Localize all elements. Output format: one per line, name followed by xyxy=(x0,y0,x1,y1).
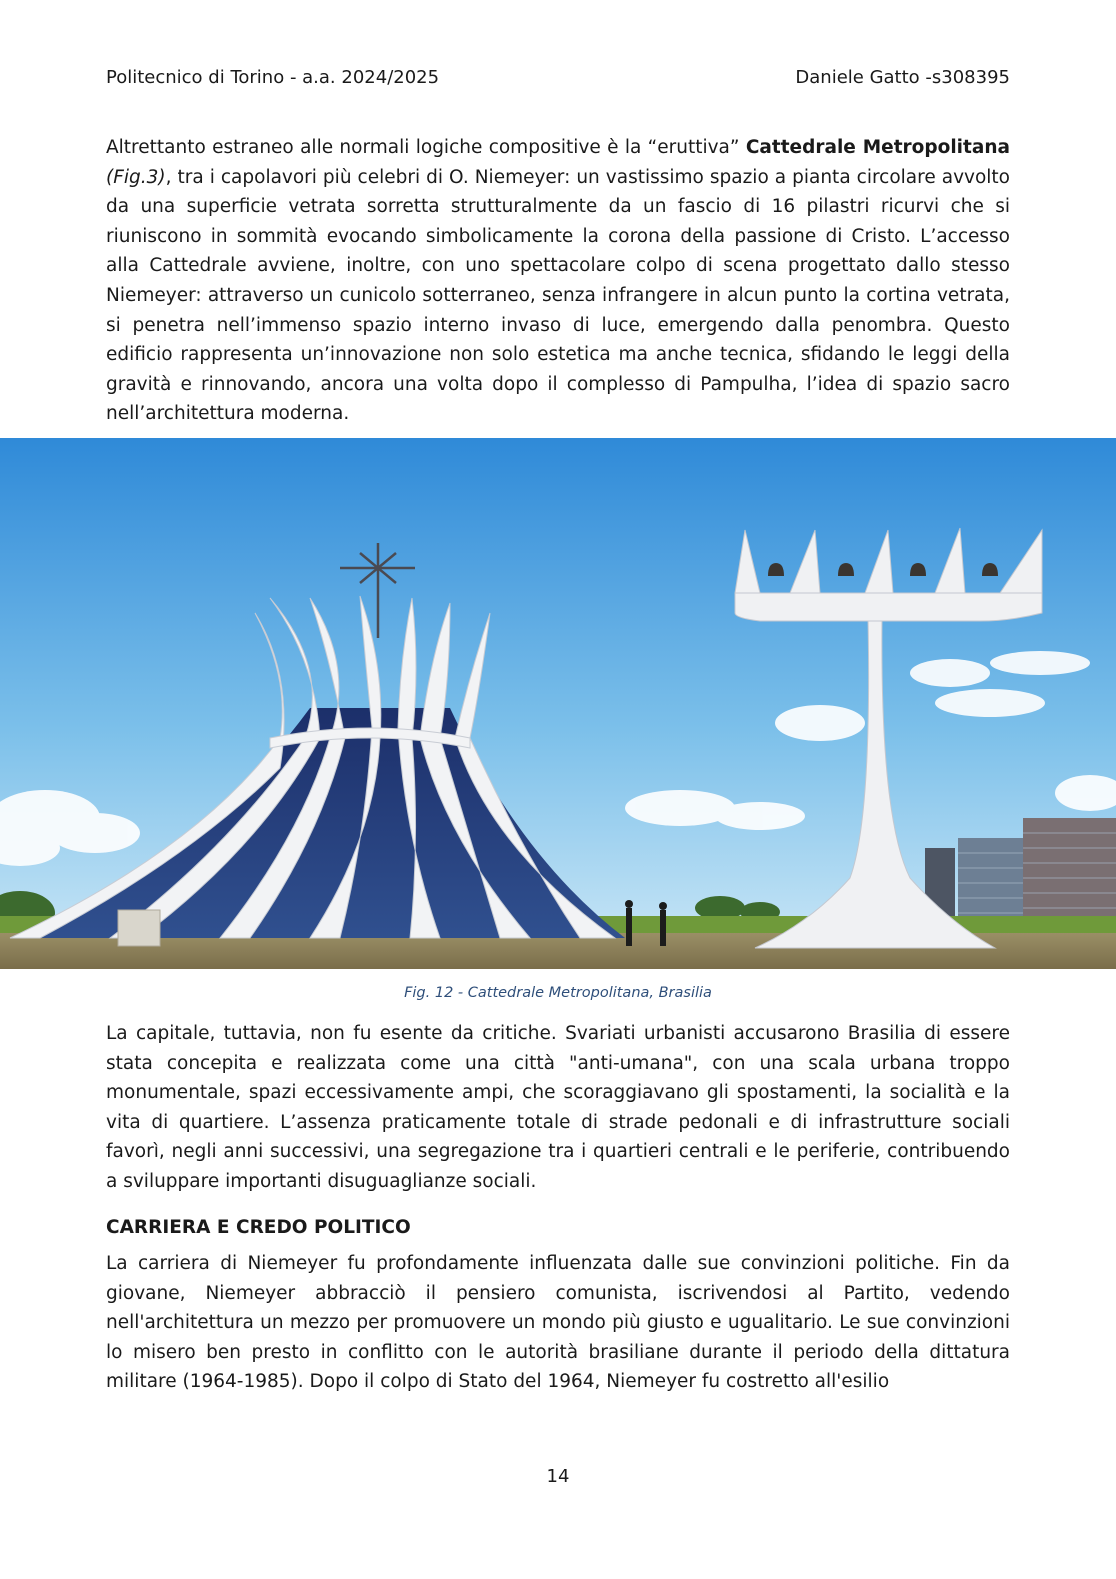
paragraph-criticism: La capitale, tuttavia, non fu esente da critiche. Svariati urbanisti accusarono Brasilia di essere stata concepita e realizzata come una città "anti-umana", con una scala urbana troppo monumentale, spazi eccessivamente ampi, che scoraggiavano gli spostamenti, la socialità e la vita di quartiere. L’assenza praticamente totale di strade pedonali e di infrastrutture sociali favorì, negli anni successivi, una segregazione tra i quartieri centrali e le periferie, contribuendo a sviluppare importanti disuguaglianze sociali. xyxy=(106,1023,1010,1192)
header-institution: Politecnico di Torino - a.a. 2024/2025 xyxy=(106,67,440,88)
header-author: Daniele Gatto -s308395 xyxy=(795,67,1010,88)
paragraph-career: La carriera di Niemeyer fu profondamente influenzata dalle sue convinzioni politiche. Fin da giovane, Niemeyer abbracciò il pensiero comunista, iscrivendosi al Partito, vedendo nell'architettura un mezzo per promuovere un mondo più giusto e ugualitario. Le sue convinzioni lo misero ben presto in conflitto con le autorità brasiliane durante il periodo della dittatura militare (1964-1985). Dopo il colpo di Stato del 1964, Niemeyer fu costretto all'esilio xyxy=(106,1253,1010,1393)
page-header xyxy=(106,66,1010,90)
p1-figure-ref: (Fig.3) xyxy=(106,166,166,188)
cathedral-photo xyxy=(0,438,1116,969)
page-number: 14 xyxy=(546,1466,570,1487)
p1-text-a: Altrettanto estraneo alle normali logiche compositive è la “eruttiva” xyxy=(106,137,746,158)
p1-text-d: , tra i capolavori più celebri di O. Niemeyer: un vastissimo spazio a pianta circolare avvolto da una superficie vetrata sorretta strutturalmente da un fascio di 16 pilastri ricurvi che si riuniscono in sommità evocando simbolicamente la corona della passione di Cristo. L’accesso alla Cattedrale avviene, inoltre, con uno spettacolare colpo di scena progettato dallo stesso Niemeyer: attraverso un cunicolo sotterraneo, senza infrangere in alcun punto la cortina vetrata, si penetra nell’immenso spazio interno invaso di luce, emergendo dalla penombra. Questo edificio rappresenta un’innovazione non solo estetica ma anche tecnica, sfidando le leggi della gravità e rinnovando, ancora una volta dopo il complesso di Pampulha, l’idea di spazio sacro nell’architettura moderna. xyxy=(106,166,1010,425)
section-heading: CARRIERA E CREDO POLITICO xyxy=(106,1217,411,1238)
paragraph-cathedral xyxy=(106,133,1010,429)
p1-bold-title: Cattedrale Metropolitana xyxy=(745,137,1010,158)
figure-caption: Fig. 12 - Cattedrale Metropolitana, Brasilia xyxy=(404,985,712,1001)
